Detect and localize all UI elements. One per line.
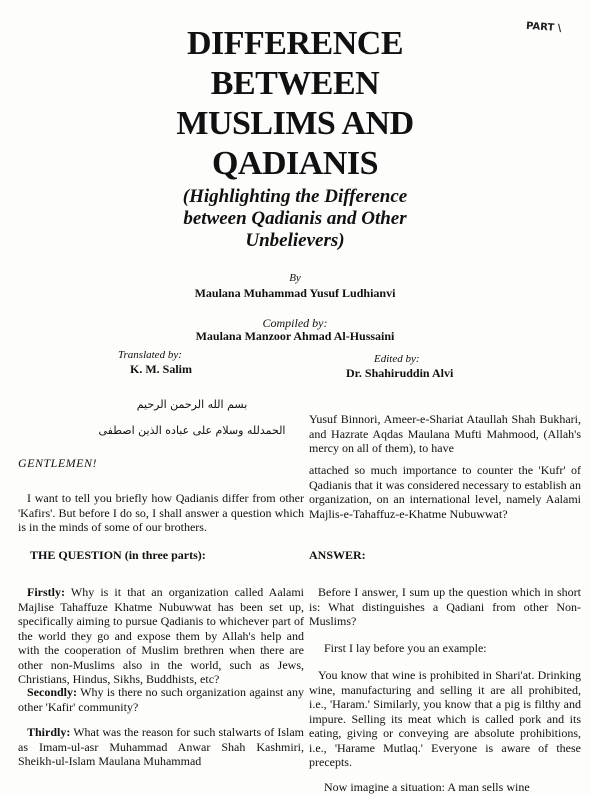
firstly-text: Why is it that an organization called Aalami Majlise Tahaffuze Khatme Nubuwwat has been set up, specifically aiming to pursue Qadianis to whichever part of the world they go and expose them by Allah's help and with the cooperation of Muslim brethren when there are other non-Muslims also in the world, such as Jews, Christians, Hindus, Sikhs, Buddhists, etc? — [18, 585, 304, 686]
document-subtitle — [0, 186, 590, 252]
secondly-lead: Secondly: — [27, 685, 78, 699]
imagine-paragraph: Now imagine a situation: A man sells wine — [324, 780, 530, 794]
answer-intro-paragraph: Before I answer, I sum up the question which in short is: What distinguishes a Qadiani from other Non-Muslims? — [309, 585, 581, 628]
arabic-invocation: الحمدلله وسلام على عباده الذين اصطفى — [98, 424, 286, 437]
author-name: Maulana Muhammad Yusuf Ludhianvi — [194, 286, 396, 300]
title-line: DIFFERENCE — [186, 25, 404, 62]
title-line: BETWEEN — [210, 65, 380, 102]
compiler-name: Maulana Manzoor Ahmad Al-Hussaini — [195, 329, 395, 343]
secondly-paragraph — [18, 685, 304, 714]
secondly-text: Why is there no such organization against any other 'Kafir' community? — [18, 685, 304, 714]
intro-paragraph: I want to tell you briefly how Qadianis differ from other 'Kafirs'. But before I do so, I shall answer a question which is in the minds of some of our brothers. — [18, 491, 304, 534]
continuation-paragraph: Yusuf Binnori, Ameer-e-Shariat Ataullah Shah Bukhari, and Hazrate Aqdas Maulana Mufti Mahmood, (Allah's mercy on all of them), to have — [309, 412, 581, 455]
thirdly-text: What was the reason for such stalwarts of Islam as Imam-ul-asr Muhammad Anwar Shah Kashmiri, Sheikh-ul-Islam Maulana Muhammad — [18, 725, 304, 768]
author-label: By — [289, 272, 301, 284]
thirdly-paragraph — [18, 725, 304, 769]
title-line: MUSLIMS AND — [176, 105, 414, 142]
translator-name: K. M. Salim — [130, 362, 192, 376]
compiler-label: Compiled by: — [262, 316, 328, 330]
example-intro-paragraph: First I lay before you an example: — [324, 641, 487, 655]
subtitle-line: (Highlighting the Difference — [182, 186, 408, 207]
question-heading: THE QUESTION (in three parts): — [30, 548, 206, 562]
thirdly-lead: Thirdly: — [27, 725, 71, 739]
firstly-lead: Firstly: — [27, 585, 65, 599]
editor-label: Edited by: — [374, 353, 420, 365]
answer-heading: ANSWER: — [309, 548, 366, 562]
firstly-paragraph — [18, 585, 304, 687]
margin-note: PART \ — [525, 20, 562, 35]
title-line: QADIANIS — [211, 145, 379, 182]
greeting: GENTLEMEN! — [18, 456, 98, 470]
arabic-basmala: بسم الله الرحمن الرحيم — [136, 398, 248, 411]
translator-label: Translated by: — [118, 349, 182, 361]
subtitle-line: between Qadianis and Other — [183, 208, 407, 229]
document-title — [0, 24, 590, 184]
editor-name: Dr. Shahiruddin Alvi — [346, 366, 454, 380]
wine-paragraph: You know that wine is prohibited in Shari'at. Drinking wine, manufacturing and selling it are all prohibited, i.e., 'Haram.' Similarly, you know that a pig is filthy and impure. Selling its meat which is called pork and its eating, giving or conveying are absolute prohibitions, i.e., 'Harame Mutlaq.' Everyone is aware of these precepts. — [309, 668, 581, 769]
continuation-paragraph-2: attached so much importance to counter the 'Kufr' of Qadianis that it was considered necessary to establish an organization, on an international level, namely Aalami Majlis-e-Tahaffuz-e-Khatme Nubuwwat? — [309, 463, 581, 521]
subtitle-line: Unbelievers) — [245, 230, 345, 251]
